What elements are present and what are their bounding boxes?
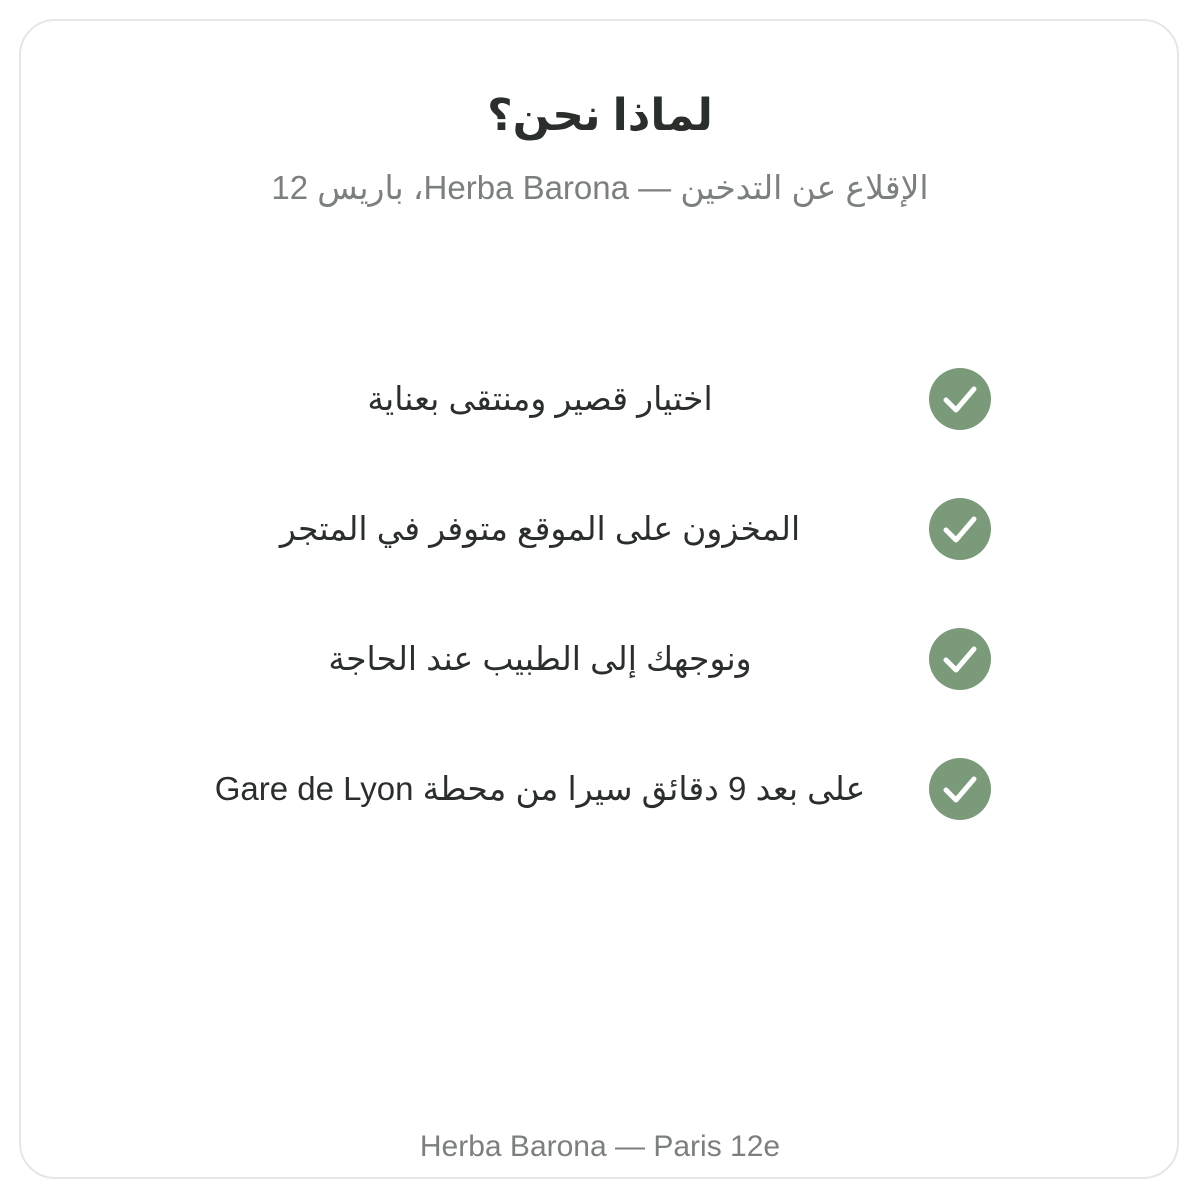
feature-item [0,368,1200,430]
feature-label: اختيار قصير ومنتقى بعناية [367,380,713,417]
page-title: لماذا نحن؟ [487,91,713,140]
check-circle-icon [929,498,991,560]
feature-label: ونوجهك إلى الطبيب عند الحاجة [328,640,752,677]
feature-item [0,628,1200,690]
page-subtitle: الإقلاع عن التدخين — Herba Barona، باريس 12 [271,169,929,206]
footer-brand: Herba Barona — Paris 12e [419,1130,781,1163]
feature-item [0,498,1200,560]
feature-label: على بعد 9 دقائق سيرا من محطة Gare de Lyon [214,770,866,807]
feature-label: المخزون على الموقع متوفر في المتجر [279,510,801,547]
feature-item [0,758,1200,820]
check-circle-icon [929,758,991,820]
check-circle-icon [929,368,991,430]
check-circle-icon [929,628,991,690]
